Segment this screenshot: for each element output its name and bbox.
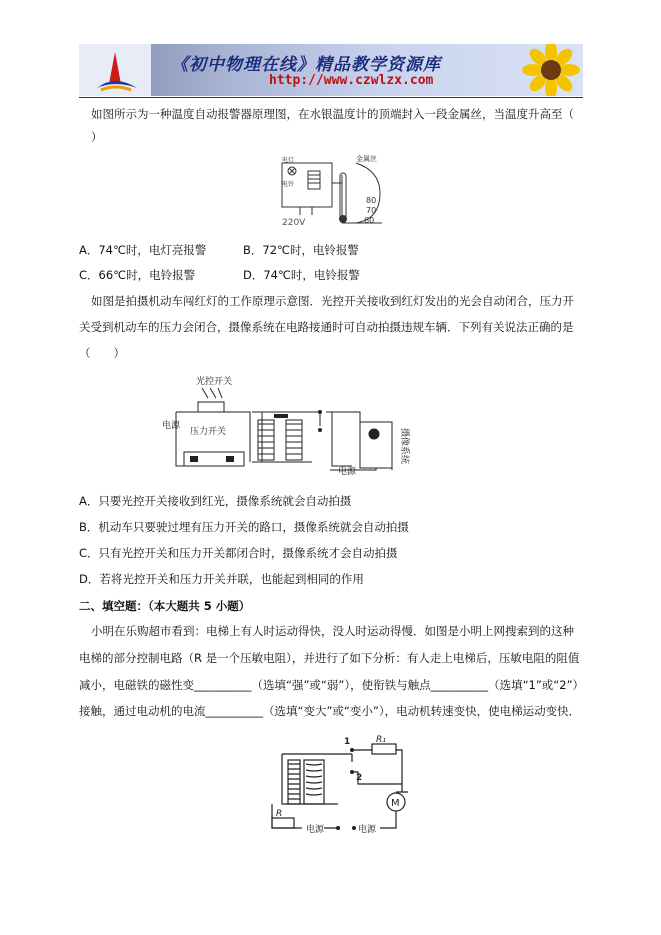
- q1-option-a: A．74℃时，电灯亮报警: [79, 243, 207, 257]
- q3-figure-elevator-circuit: [258, 732, 418, 840]
- q3-label-contact2: 2: [356, 773, 363, 783]
- q3-label-contact1: 1: [344, 737, 351, 747]
- q1-label-t80: 80: [366, 196, 377, 205]
- q1-label-t70: 70: [366, 206, 377, 215]
- q1-label-lamp: 电灯: [282, 157, 295, 164]
- q2-label-pressure-switch: 压力开关: [190, 427, 227, 437]
- header-rule: [79, 97, 583, 98]
- q1-option-b: B．72℃时，电铃报警: [243, 243, 359, 257]
- q1-figure-alarm-circuit: [278, 153, 388, 229]
- q1-option-d: D．74℃时，电铃报警: [243, 268, 360, 282]
- q2-label-power2: 电源: [338, 467, 357, 477]
- q3-label-r1: R₁: [376, 735, 386, 745]
- header-banner: [79, 44, 583, 96]
- q3-label-motor: M: [391, 798, 400, 809]
- q2-label-light-switch: 光控开关: [196, 377, 233, 387]
- section2-title: 二、填空题：（本大题共 5 小题）: [79, 599, 251, 613]
- q1-label-wire: 金属丝: [356, 155, 377, 163]
- q1-label-t60: 60: [364, 216, 375, 225]
- q2-label-camera: 摄像系统: [399, 428, 409, 465]
- q1-stem-line2: ）: [91, 130, 103, 144]
- logo-icon: [79, 44, 151, 96]
- q2-label-camera-vertical: [399, 428, 411, 464]
- q2-stem-line3: （ ）: [79, 346, 125, 360]
- q2-stem-line1: 如图是拍摄机动车闯红灯的工作原理示意图．光控开关接收到红灯发出的光会自动闭合，压力开: [91, 294, 574, 308]
- q3-line1: 小明在乐购超市看到：电梯上有人时运动得快，没人时运动得慢．如图是小明上网搜索到的这种: [91, 624, 574, 638]
- q3-line2: 电梯的部分控制电路（R 是一个压敏电阻），并进行了如下分析：有人走上电梯后，压敏电阻的阻值: [79, 651, 580, 665]
- q3-label-power-a: 电源: [306, 825, 325, 835]
- q2-option-d: D．若将光控开关和压力开关并联，也能起到相同的作用: [79, 572, 364, 586]
- sunflower-icon: [503, 44, 583, 96]
- q1-stem-line1: 如图所示为一种温度自动报警器原理图，在水银温度计的顶端封入一段金属丝，当温度升高至（: [91, 107, 574, 121]
- q1-label-voltage: 220V: [282, 218, 306, 228]
- header-title: 《初中物理在线》精品教学资源库: [171, 55, 441, 75]
- header-url[interactable]: http://www.czwlzx.com: [269, 73, 434, 88]
- q3-line4: 接触，通过电动机的电流__________（选填“变大”或“变小”），电动机转速变快，使电梯运动变快．: [79, 704, 581, 718]
- q2-option-b: B．机动车只要驶过埋有压力开关的路口，摄像系统就会自动拍摄: [79, 520, 409, 534]
- q1-label-bell: 电铃: [282, 181, 295, 188]
- q1-option-c: C．66℃时，电铃报警: [79, 268, 196, 282]
- q3-line3: 减小，电磁铁的磁性变__________（选填“强”或“弱”），使衔铁与触点__________（选填“1”或“2”）: [79, 678, 585, 692]
- q2-figure-red-light-camera: [162, 370, 414, 482]
- q2-option-c: C．只有光控开关和压力开关都闭合时，摄像系统才会自动拍摄: [79, 546, 398, 560]
- q2-stem-line2: 关受到机动车的压力会闭合，摄像系统在电路接通时可自动拍摄违规车辆．下列有关说法正确的是: [79, 320, 574, 334]
- q3-label-r: R: [276, 809, 283, 819]
- q2-label-power: 电源: [162, 421, 181, 431]
- q2-option-a: A．只要光控开关接收到红光，摄像系统就会自动拍摄: [79, 494, 352, 508]
- q3-label-power-b: 电源: [358, 825, 377, 835]
